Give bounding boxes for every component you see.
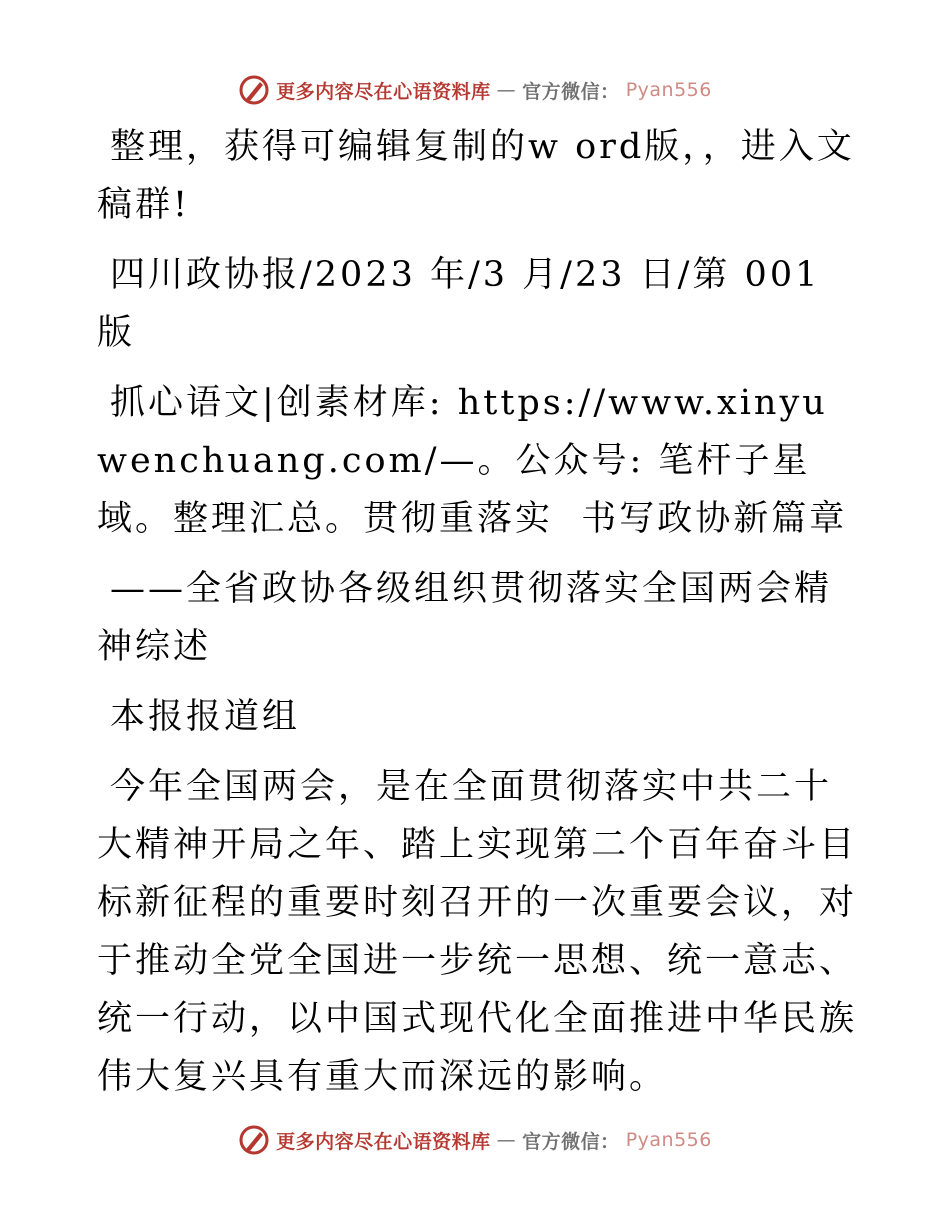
pen-nib-logo-icon bbox=[238, 74, 270, 106]
header-banner-text: 更多内容尽在心语资料库 bbox=[276, 80, 491, 103]
header-wechat-label: 官方微信： bbox=[522, 80, 620, 103]
resource-paragraph: 抓心语文|创素材库: https://www.xinyuwenchuang.com/—。公众号: 笔杆子星域。整理汇总。贯彻重落实 书写政协新篇章 bbox=[97, 383, 848, 539]
body-paragraph: 今年全国两会，是在全面贯彻落实中共二十大精神开局之年、踏上实现第二个百年奋斗目标新征程的重要时刻召开的一次重要会议，对于推动全党全国进一步统一思想、统一意志、统一行动，以中国式现代化全面推进中华民族伟大复兴具有重大而深远的影响。 bbox=[97, 767, 858, 1097]
footer-wechat-label: 官方微信： bbox=[522, 1130, 620, 1153]
pen-nib-logo-icon bbox=[238, 1124, 270, 1156]
footer-banner-separator: — bbox=[496, 1129, 517, 1151]
byline: 本报报道组 bbox=[110, 697, 301, 737]
footer-banner-text: 更多内容尽在心语资料库 bbox=[276, 1130, 491, 1153]
footer-wechat-id: Pyan556 bbox=[625, 1129, 712, 1151]
intro-paragraph: 整理，获得可编辑复制的w ord版，，进入文稿群! bbox=[97, 127, 855, 225]
document-body bbox=[97, 118, 857, 1106]
header-banner bbox=[0, 70, 950, 110]
source-line: 四川政协报/2023 年/3 月/23 日/第 001 版 bbox=[97, 255, 835, 353]
subtitle: ——全省政协各级组织贯彻落实全国两会精神综述 bbox=[97, 569, 833, 667]
header-banner-separator: — bbox=[496, 79, 517, 101]
footer-banner bbox=[0, 1120, 950, 1160]
header-wechat-id: Pyan556 bbox=[625, 79, 712, 101]
